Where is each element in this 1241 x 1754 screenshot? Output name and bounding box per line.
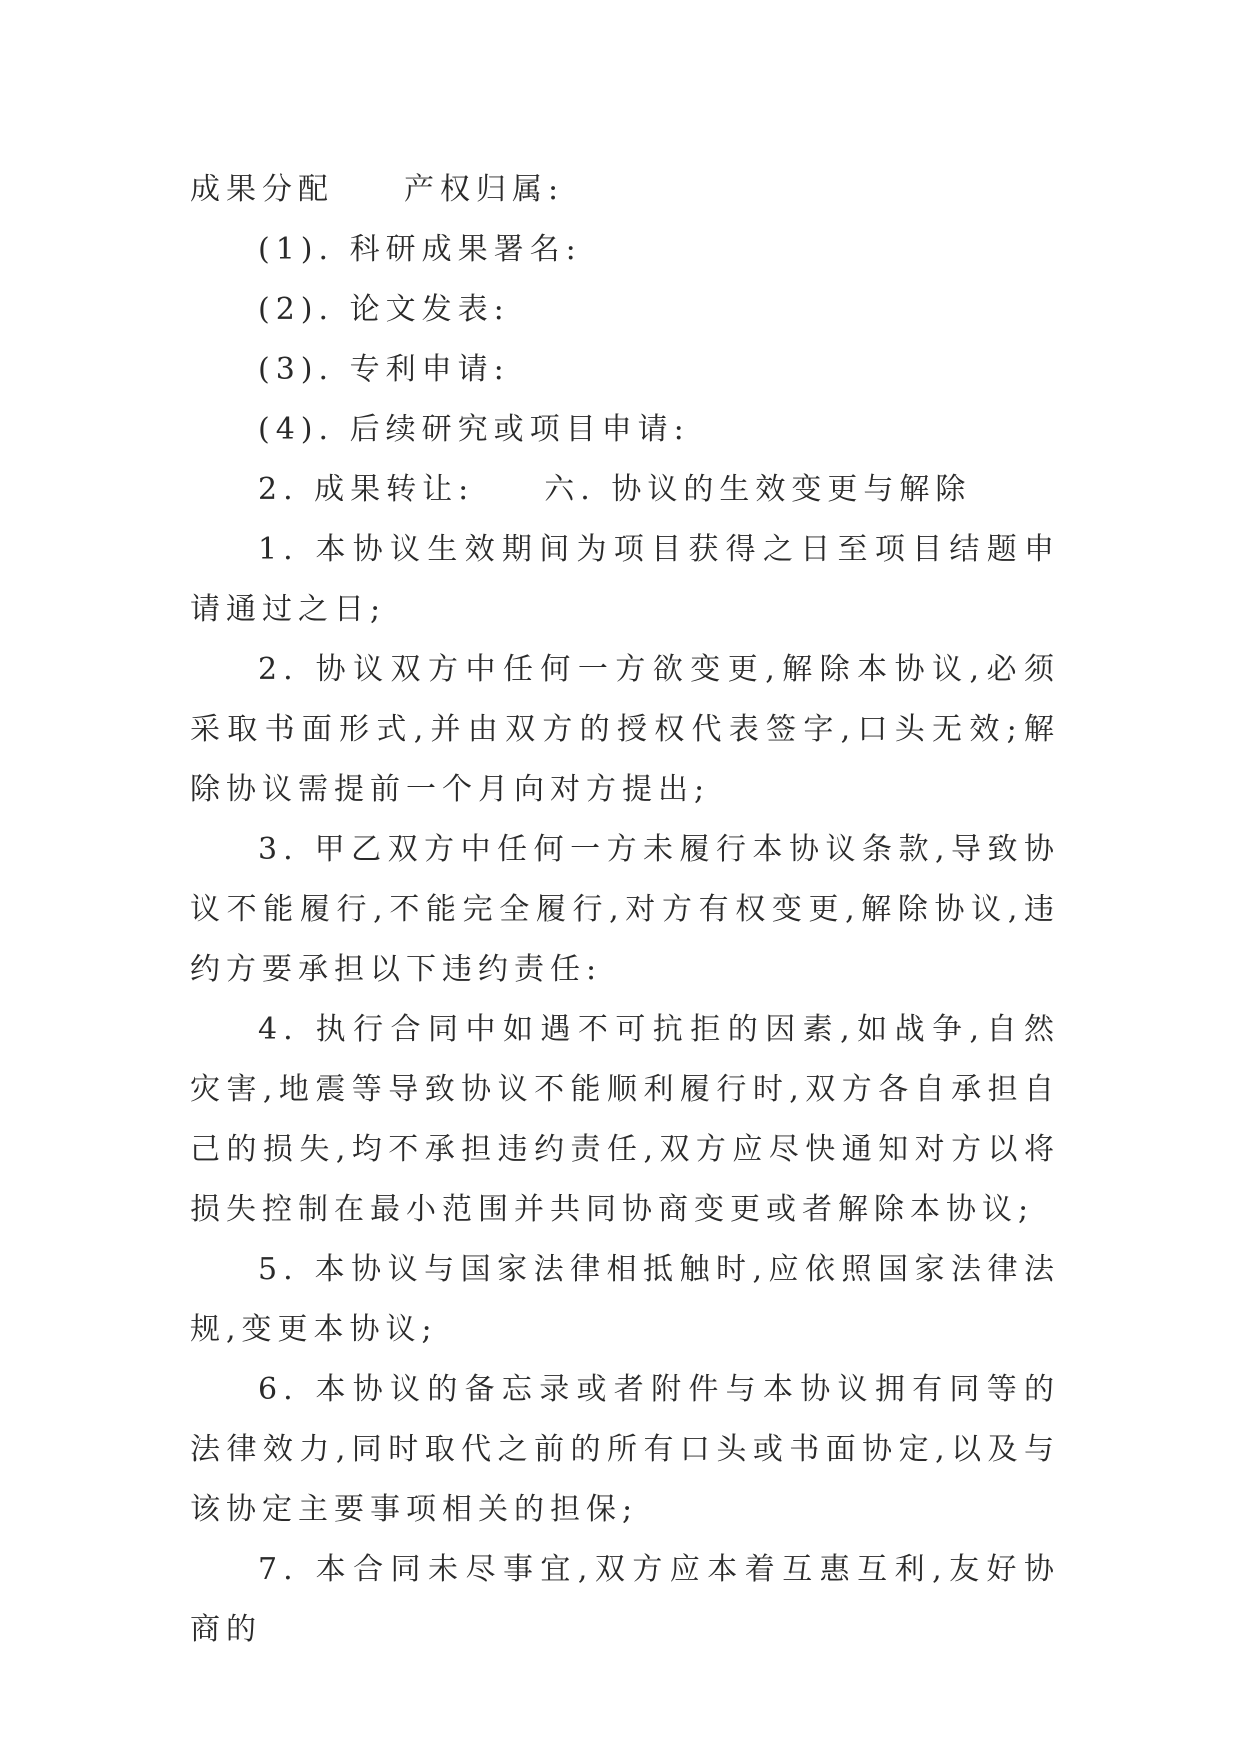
- section-heading: [190, 160, 1060, 220]
- clause-4: 4. 执行合同中如遇不可抗拒的因素,如战争,自然灾害,地震等导致协议不能顺利履行时,双方各自承担自己的损失,均不承担违约责任,双方应尽快通知对方以将损失控制在最小范围并共同协商变更或者解除本协议;: [190, 1012, 1060, 1227]
- list-item-authorship: (1). 科研成果署名:: [258, 232, 582, 267]
- clause-3: 3. 甲乙双方中任何一方未履行本协议条款,导致协议不能履行,不能完全履行,对方有权变更,解除协议,违约方要承担以下违约责任:: [190, 832, 1060, 987]
- clause-1: 1. 本协议生效期间为项目获得之日至项目结题申请通过之日;: [190, 532, 1060, 627]
- heading-results-allocation: 成果分配: [190, 172, 334, 207]
- section-six-title: 六. 协议的生效变更与解除: [544, 472, 972, 507]
- list-item-paper-publication: (2). 论文发表:: [258, 292, 510, 327]
- document-body: [190, 160, 1060, 1660]
- clause-2: 2. 协议双方中任何一方欲变更,解除本协议,必须采取书面形式,并由双方的授权代表签字,口头无效;解除协议需提前一个月向对方提出;: [190, 652, 1060, 807]
- list-item-patent-application: (3). 专利申请:: [258, 352, 510, 387]
- heading-ownership: 产权归属:: [404, 172, 565, 207]
- list-item-followup-research: (4). 后续研究或项目申请:: [258, 412, 690, 447]
- clause-7: 7. 本合同未尽事宜,双方应本着互惠互利,友好协商的: [190, 1552, 1060, 1647]
- transfer-label: 2. 成果转让:: [258, 472, 475, 507]
- section-transfer-line: [190, 460, 1060, 520]
- clause-6: 6. 本协议的备忘录或者附件与本协议拥有同等的法律效力,同时取代之前的所有口头或书面协定,以及与该协定主要事项相关的担保;: [190, 1372, 1060, 1527]
- clause-5: 5. 本协议与国家法律相抵触时,应依照国家法律法规,变更本协议;: [190, 1252, 1060, 1347]
